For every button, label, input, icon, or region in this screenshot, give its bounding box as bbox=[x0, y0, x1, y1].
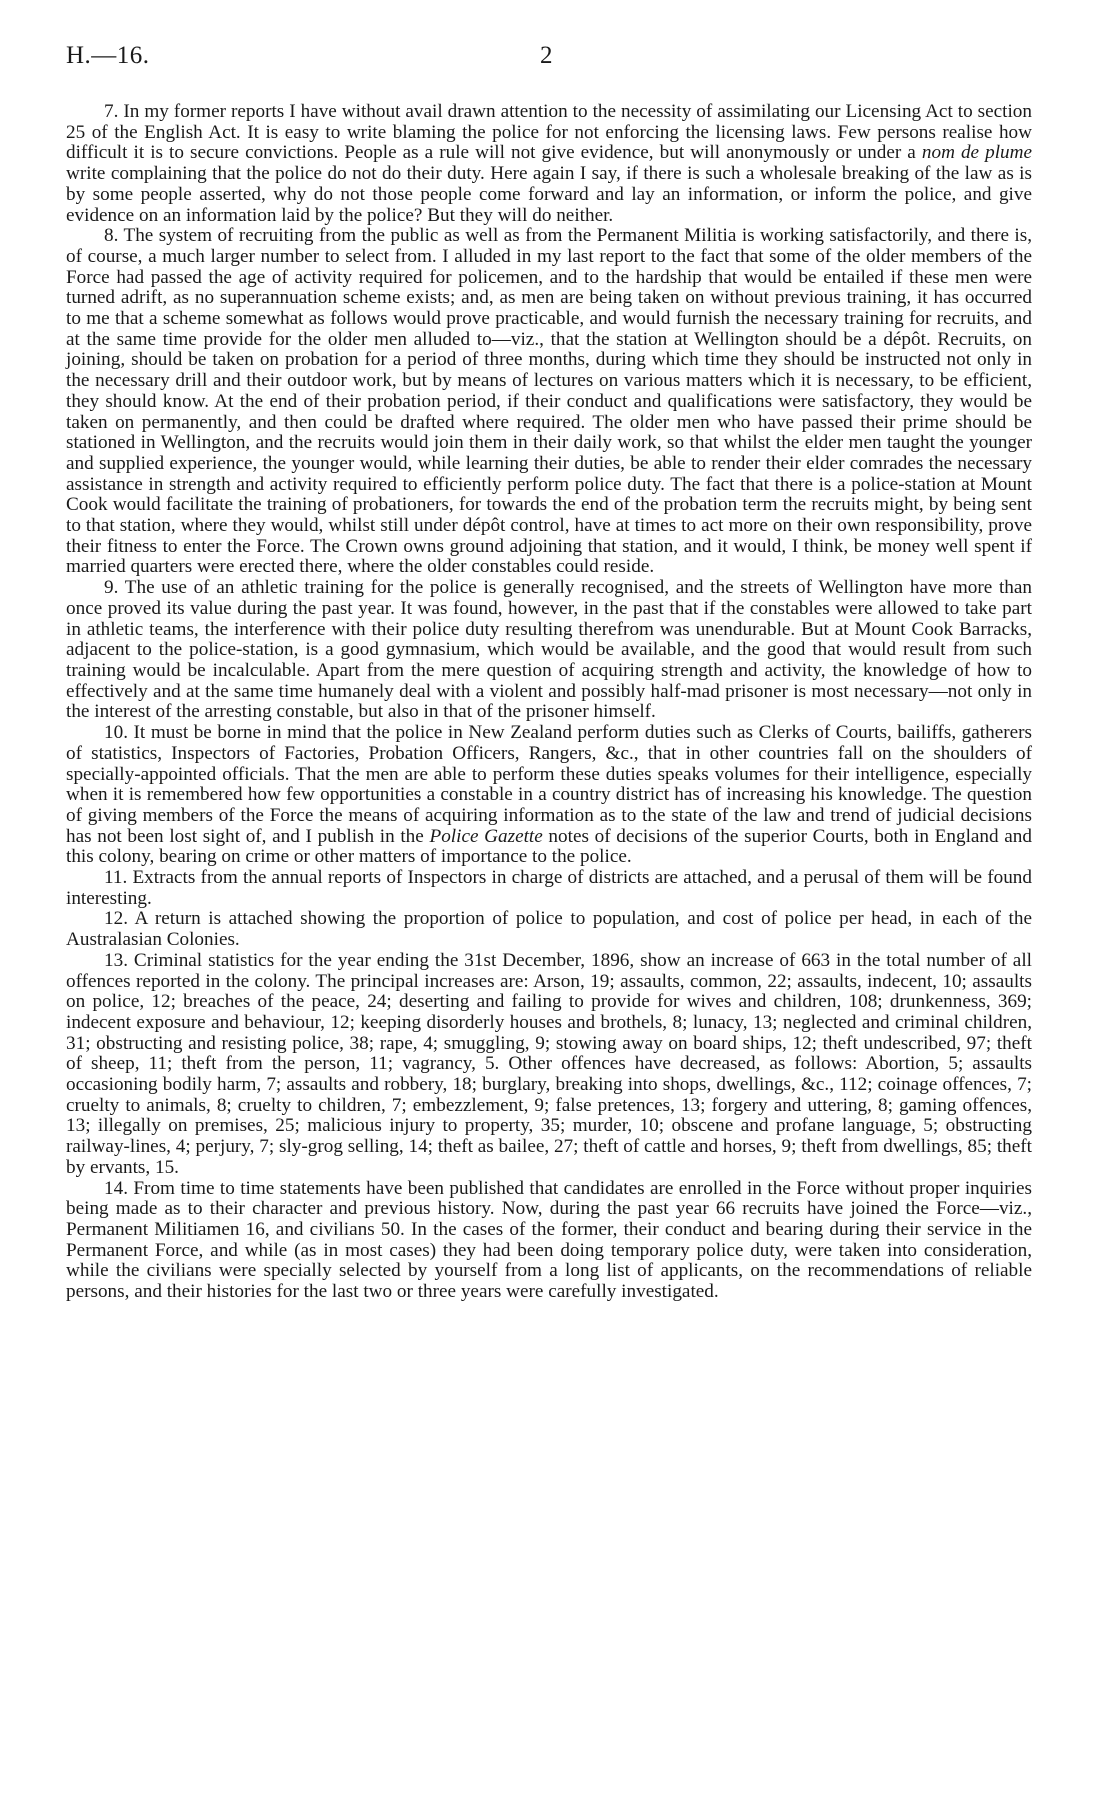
paragraph-13-text: 13. Criminal statistics for the year ending the 31st December, 1896, show an increase of 663 in the total number of all offences reported in the colony. The principal increases are: Arson, 19; assaults, common, 22; assaults, indecent, 10; assaults on police, 12; breaches of the peace, 24; deserting and failing to provide for wives and children, 108; drunkenness, 369; indecent exposure and behaviour, 12; keeping disorderly houses and brothels, 8; lunacy, 13; neglected and criminal children, 31; obstructing and resisting police, 38; rape, 4; smuggling, 9; stowing away on board ships, 12; theft undescribed, 97; theft of sheep, 11; theft from the person, 11; vagrancy, 5. Other offences have decreased, as follows: Abortion, 5; assaults occasioning bodily harm, 7; assaults and robbery, 18; burglary, breaking into shops, dwellings, &c., 112; coinage offences, 7; cruelty to animals, 8; cruelty to children, 7; embezzlement, 9; false pretences, 13; forgery and uttering, 8; gaming offences, 13; illegally on premises, 25; malicious injury to property, 35; murder, 10; obscene and profane language, 5; obstructing railway-lines, 4; perjury, 7; sly-grog selling, 14; theft as bailee, 27; theft of cattle and horses, 9; theft from dwellings, 85; theft by ervants, 15. bbox=[66, 949, 1032, 1178]
paragraph-11-text: 11. Extracts from the annual reports of Inspectors in charge of districts are attached, and a perusal of them will be found interesting. bbox=[66, 867, 1032, 909]
paragraph-10-italic-phrase: Police Gazette bbox=[429, 825, 543, 847]
paragraph-14 bbox=[66, 1179, 1032, 1303]
report-body bbox=[66, 102, 1032, 1303]
paragraph-7 bbox=[66, 102, 1032, 226]
paragraph-8 bbox=[66, 226, 1032, 578]
page-header bbox=[66, 42, 1048, 76]
paragraph-9-text: 9. The use of an athletic training for the police is generally recognised, and the streets of Wellington have more than once proved its value during the past year. It was found, however, in the past that if the constables were allowed to take part in athletic teams, the interference with their police duty resulting therefrom was unendurable. But at Mount Cook Barracks, adjacent to the police-station, is a good gymnasium, which would be available, and the good that would result from such training would be incalculable. Apart from the mere question of acquiring strength and activity, the knowledge of how to effectively and at the same time humanely deal with a violent and possibly half-mad prisoner is most necessary—not only in the interest of the arresting constable, but also in that of the prisoner himself. bbox=[66, 577, 1032, 723]
page-number: 2 bbox=[540, 42, 553, 69]
paragraph-7-italic-phrase: nom de plume bbox=[921, 142, 1033, 164]
paragraph-10 bbox=[66, 723, 1032, 868]
document-reference: H.—16. bbox=[66, 42, 150, 69]
paragraph-13 bbox=[66, 951, 1032, 1179]
paragraph-12 bbox=[66, 909, 1032, 950]
paragraph-10-text-a: 10. It must be borne in mind that the police in New Zealand perform duties such as Clerks of Courts, bailiffs, gatherers of statistics, Inspectors of Factories, Probation Officers, Rangers, &c., that in other countries fall on the shoulders of specially-appointed officials. That the men are able to perform these duties speaks volumes for their intelligence, especially when it is remembered how few opportunities a constable in a country district has of increasing his knowledge. The question of giving members of the Force the means of acquiring information as to the state of the law and trend of judicial decisions has not been lost sight of, and I publish in the bbox=[66, 722, 1032, 847]
paragraph-7-text-b: write complaining that the police do not do their duty. Here again I say, if there is such a wholesale breaking of the law as is by some people asserted, why do not those people come forward and lay an information, or inform the police, and give evidence on an information laid by the police? But they will do neither. bbox=[66, 163, 1032, 226]
paragraph-10-text-b: notes of decisions of the superior Courts, both in England and this colony, bearing on crime or other matters of importance to the police. bbox=[66, 825, 1032, 868]
paragraph-11 bbox=[66, 868, 1032, 909]
paragraph-9 bbox=[66, 578, 1032, 723]
paragraph-12-text: 12. A return is attached showing the proportion of police to population, and cost of police per head, in each of the Australasian Colonies. bbox=[66, 908, 1032, 951]
paragraph-14-text: 14. From time to time statements have been published that candidates are enrolled in the Force without proper inquiries being made as to their character and previous history. Now, during the past year 66 recruits have joined the Force—viz., Permanent Militiamen 16, and civilians 50. In the cases of the former, their conduct and bearing during their service in the Permanent Force, and while (as in most cases) they had been doing temporary police duty, were taken into consideration, while the civilians were specially selected by yourself from a long list of applicants, on the recommendations of reliable persons, and their histories for the last two or three years were carefully investigated. bbox=[66, 1177, 1032, 1303]
paragraph-8-text: 8. The system of recruiting from the public as well as from the Permanent Militia is working satisfactorily, and there is, of course, a much larger number to select from. I alluded in my last report to the fact that some of the older members of the Force had passed the age of activity required for policemen, and to the hardship that would be entailed if these men were turned adrift, as no superannuation scheme exists; and, as men are being taken on without previous training, it has occurred to me that a scheme somewhat as follows would prove practicable, and would furnish the necessary training for recruits, and at the same time provide for the older men alluded to—viz., that the station at Wellington should be a dépôt. Recruits, on joining, should be taken on probation for a period of three months, during which time they should be instructed not only in the necessary drill and their outdoor work, but by means of lectures on various matters which it is necessary, to be efficient, they should know. At the end of their probation period, if their conduct and qualifications were satisfactory, they would be taken on permanently, and then could be drafted where required. The older men who have passed their prime should be stationed in Wellington, and the recruits would join them in their daily work, so that whilst the elder men taught the younger and supplied experience, the younger would, while learning their duties, be able to render their elder comrades the necessary assistance in strength and activity required to efficiently perform police duty. The fact that there is a police-station at Mount Cook would facilitate the training of probationers, for towards the end of the probation term the recruits might, by being sent to that station, where they would, whilst still under dépôt control, have at times to act more on their own responsibility, prove their fitness to enter the Force. The Crown owns ground adjoining that station, and it would, I think, be money well spent if married quarters were erected there, where the older constables could reside. bbox=[66, 225, 1032, 578]
paragraph-7-text-a: 7. In my former reports I have without avail drawn attention to the necessity of assimilating our Licensing Act to section 25 of the English Act. It is easy to write blaming the police for not enforcing the licensing laws. Few persons realise how difficult it is to secure convictions. People as a rule will not give evidence, but will anonymously or under a bbox=[66, 101, 1032, 164]
